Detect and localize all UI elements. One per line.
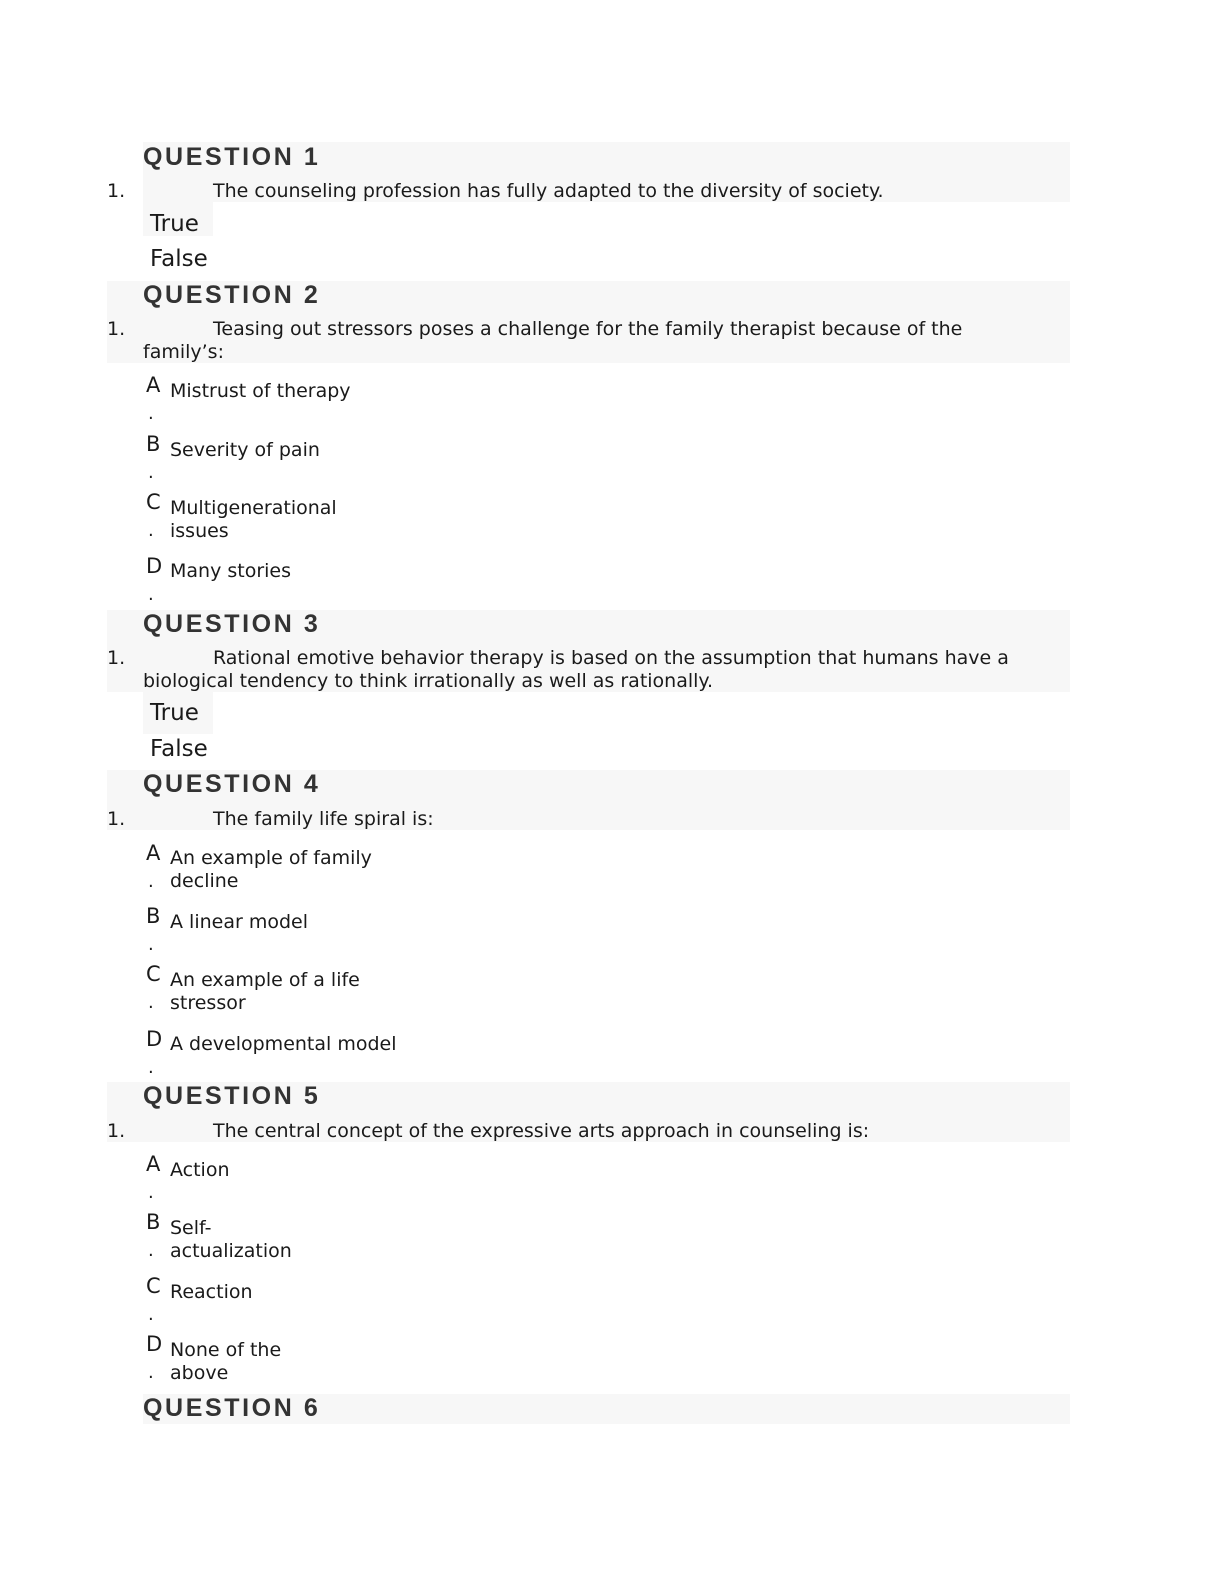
question-5-option-d-label-line-1[interactable]: None of the xyxy=(170,1339,282,1361)
question-5-option-a-letter[interactable]: A xyxy=(146,1152,161,1176)
question-2-option-a-letter[interactable]: A xyxy=(146,373,161,397)
question-2-title: QUESTION 2 xyxy=(143,281,321,309)
question-3-option-false[interactable]: False xyxy=(150,736,208,762)
question-4-option-c-label-line-2[interactable]: stressor xyxy=(170,992,246,1014)
question-5-number: 1. xyxy=(107,1120,126,1142)
question-4-option-a-label-line-2[interactable]: decline xyxy=(170,870,239,892)
question-5-title: QUESTION 5 xyxy=(143,1082,321,1110)
question-4-option-c-label-line-1[interactable]: An example of a life xyxy=(170,969,360,991)
question-4-option-b-label[interactable]: A linear model xyxy=(170,911,308,933)
question-2-stem-line-2: family’s: xyxy=(143,341,224,363)
question-2-option-a-label[interactable]: Mistrust of therapy xyxy=(170,380,351,402)
question-5-option-b-letter[interactable]: B xyxy=(146,1210,161,1234)
question-2-option-d-letter[interactable]: D xyxy=(146,554,163,578)
question-1-stem-line-1: The counseling profession has fully adapted to the diversity of society. xyxy=(213,180,884,202)
question-2-option-d-dot: . xyxy=(148,584,154,605)
question-5-option-b-dot: . xyxy=(148,1240,154,1261)
question-2-option-c-dot: . xyxy=(148,520,154,541)
question-4-option-d-letter[interactable]: D xyxy=(146,1027,163,1051)
question-5-option-d-dot: . xyxy=(148,1362,154,1383)
question-3-number: 1. xyxy=(107,647,126,669)
question-2-stem-line-1: Teasing out stressors poses a challenge for the family therapist because of the xyxy=(213,318,963,340)
question-4-option-a-letter[interactable]: A xyxy=(146,841,161,865)
question-1-title: QUESTION 1 xyxy=(143,143,321,171)
question-6-title: QUESTION 6 xyxy=(143,1394,321,1422)
question-5-option-d-letter[interactable]: D xyxy=(146,1332,163,1356)
question-5-option-a-dot: . xyxy=(148,1182,154,1203)
question-4-title: QUESTION 4 xyxy=(143,770,321,798)
question-2-option-a-dot: . xyxy=(148,403,154,424)
question-2-option-c-label-line-2[interactable]: issues xyxy=(170,520,229,542)
question-5-option-b-label-line-1[interactable]: Self- xyxy=(170,1217,212,1239)
question-1-number: 1. xyxy=(107,180,126,202)
question-2-option-c-label-line-1[interactable]: Multigenerational xyxy=(170,497,337,519)
question-4-number: 1. xyxy=(107,808,126,830)
question-1-option-true[interactable]: True xyxy=(150,211,199,237)
question-3-option-true[interactable]: True xyxy=(150,700,199,726)
question-2-option-c-letter[interactable]: C xyxy=(146,490,161,514)
question-2-option-b-letter[interactable]: B xyxy=(146,432,161,456)
question-4-option-a-label-line-1[interactable]: An example of family xyxy=(170,847,372,869)
question-1-option-false[interactable]: False xyxy=(150,246,208,272)
question-2-option-d-label[interactable]: Many stories xyxy=(170,560,292,582)
question-4-option-d-label[interactable]: A developmental model xyxy=(170,1033,397,1055)
question-3-stem-line-1: Rational emotive behavior therapy is based on the assumption that humans have a xyxy=(213,647,1009,669)
question-4-option-d-dot: . xyxy=(148,1057,154,1078)
question-5-option-c-label[interactable]: Reaction xyxy=(170,1281,253,1303)
question-5-option-b-label-line-2[interactable]: actualization xyxy=(170,1240,292,1262)
question-2-option-b-dot: . xyxy=(148,462,154,483)
question-3-title: QUESTION 3 xyxy=(143,610,321,638)
question-4-option-b-dot: . xyxy=(148,934,154,955)
question-5-option-d-label-line-2[interactable]: above xyxy=(170,1362,229,1384)
question-2-number: 1. xyxy=(107,318,126,340)
question-3-stem-line-2: biological tendency to think irrationally as well as rationally. xyxy=(143,670,713,692)
question-4-option-c-dot: . xyxy=(148,992,154,1013)
question-4-option-b-letter[interactable]: B xyxy=(146,904,161,928)
question-4-option-c-letter[interactable]: C xyxy=(146,962,161,986)
question-5-option-c-letter[interactable]: C xyxy=(146,1274,161,1298)
question-4-option-a-dot: . xyxy=(148,871,154,892)
question-5-stem-line-1: The central concept of the expressive arts approach in counseling is: xyxy=(213,1120,870,1142)
question-2-option-b-label[interactable]: Severity of pain xyxy=(170,439,320,461)
question-4-stem-line-1: The family life spiral is: xyxy=(213,808,434,830)
question-5-option-c-dot: . xyxy=(148,1304,154,1325)
question-5-option-a-label[interactable]: Action xyxy=(170,1159,230,1181)
